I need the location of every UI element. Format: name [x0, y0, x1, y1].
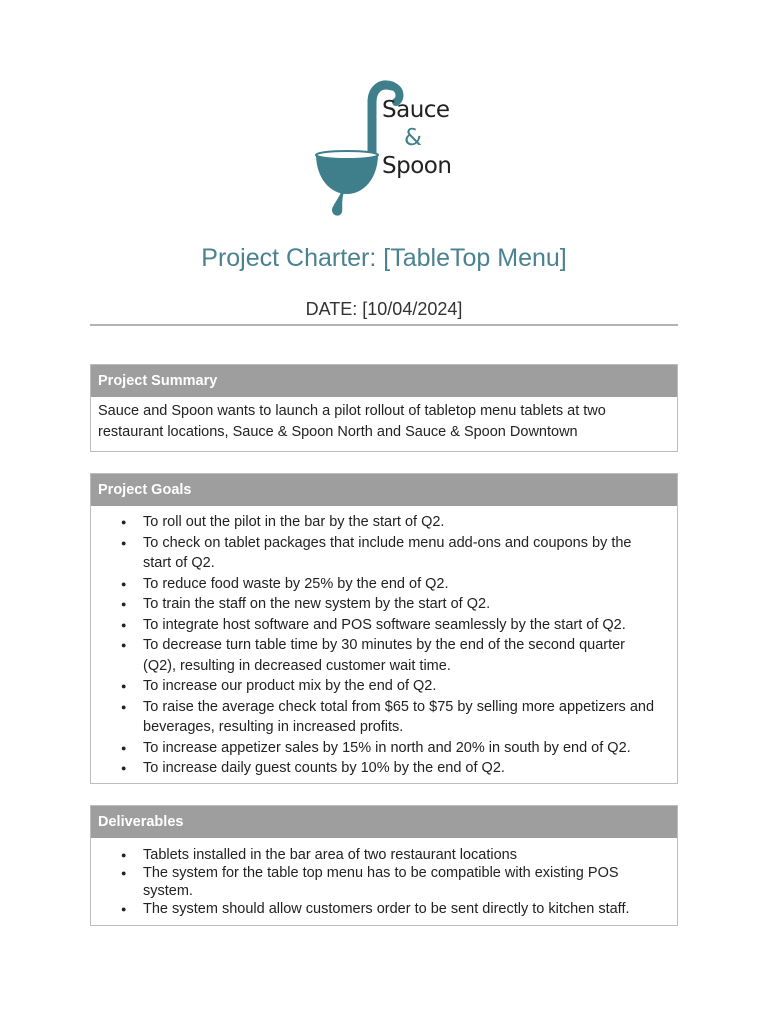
list-item: ● To increase our product mix by the end of Q2. — [91, 676, 677, 697]
logo-line-1: Sauce — [382, 97, 450, 123]
list-item: ● To reduce food waste by 25% by the end of Q2. — [91, 574, 677, 595]
list-item: ● To decrease turn table time by 30 minutes by the end of the second quarter (Q2), resulting in decreased customer wait time. — [91, 635, 677, 676]
deliverables-section — [90, 805, 678, 926]
page-title: Project Charter: [TableTop Menu] — [201, 244, 567, 272]
deliverables-header: Deliverables — [91, 806, 677, 838]
project-goals-list — [91, 506, 677, 784]
project-goals-body — [91, 506, 677, 784]
list-item: ● To check on tablet packages that include menu add-ons and coupons by the start of Q2. — [91, 533, 677, 574]
logo-wordmark — [382, 96, 451, 180]
deliverables-list — [91, 838, 677, 923]
title-divider — [90, 324, 678, 326]
list-item: ● Tablets installed in the bar area of two restaurant locations — [91, 846, 677, 864]
project-summary-section — [90, 364, 678, 452]
date-label: DATE: [10/04/2024] — [305, 299, 463, 319]
list-item: ● The system for the table top menu has to be compatible with existing POS system. — [91, 864, 677, 900]
logo — [310, 78, 460, 218]
list-item: ● To roll out the pilot in the bar by the start of Q2. — [91, 512, 677, 533]
project-summary-header: Project Summary — [91, 365, 677, 397]
logo-line-3: Spoon — [382, 153, 452, 179]
project-summary-text: Sauce and Spoon wants to launch a pilot rollout of tabletop menu tablets at two restaurant locations, Sauce & Spoon North and Sauce & Spoon Downtown — [98, 403, 606, 440]
list-item: ● To increase daily guest counts by 10% by the end of Q2. — [91, 758, 677, 779]
list-item: ● The system should allow customers order to be sent directly to kitchen staff. — [91, 900, 677, 918]
list-item: ● To increase appetizer sales by 15% in north and 20% in south by end of Q2. — [91, 738, 677, 759]
list-item: ● To raise the average check total from $65 to $75 by selling more appetizers and beverages, resulting in increased profits. — [91, 697, 677, 738]
deliverables-body — [91, 838, 677, 923]
project-goals-header: Project Goals — [91, 474, 677, 506]
project-goals-section — [90, 473, 678, 784]
logo-ampersand: & — [404, 125, 422, 151]
list-item: ● To train the staff on the new system by the start of Q2. — [91, 594, 677, 615]
list-item: ● To integrate host software and POS software seamlessly by the start of Q2. — [91, 615, 677, 636]
